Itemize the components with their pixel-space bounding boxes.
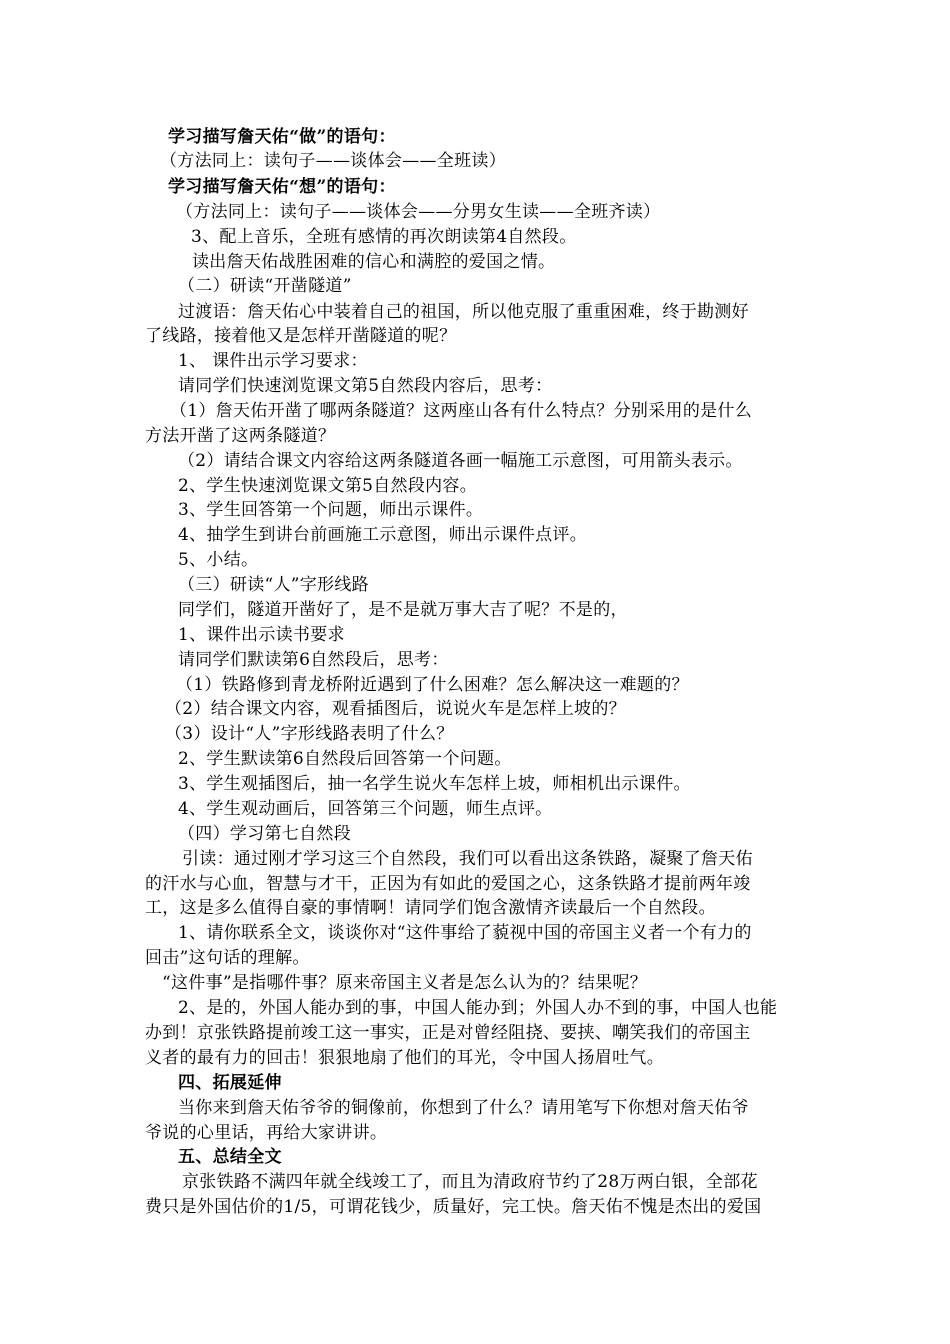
- paragraph-line: （2）请结合课文内容给这两条隧道各画一幅施工示意图，可用箭头表示。: [178, 451, 743, 471]
- paragraph-line: 请同学们默读第6自然段后，思考：: [178, 650, 449, 670]
- paragraph-line: 2、学生默读第6自然段后回答第一个问题。: [178, 749, 512, 769]
- paragraph-line: 京张铁路不满四年就全线竣工了，而且为清政府节约了28万两白银，全部花: [182, 1172, 758, 1192]
- paragraph-line: 读出詹天佑战胜困难的信心和满腔的爱国之情。: [192, 252, 556, 272]
- paragraph-line: 2、学生快速浏览课文第5自然段内容。: [178, 476, 478, 496]
- paragraph-line: 工，这是多么值得自豪的事情啊！请同学们饱含激情齐读最后一个自然段。: [145, 898, 716, 918]
- paragraph-line: 2、是的，外国人能办到的事，中国人能办到；外国人办不到的事，中国人也能: [178, 998, 778, 1018]
- paragraph-line: 费只是外国估价的1/5，可谓花钱少，质量好，完工快。詹天佑不愧是杰出的爱国: [145, 1197, 762, 1217]
- paragraph-line: 5、小结。: [178, 550, 259, 570]
- paragraph-line: 过渡语：詹天佑心中装着自己的祖国，所以他克服了重重困难，终于勘测好: [178, 302, 749, 322]
- paragraph-line: 的汗水与心血，智慧与才干，正因为有如此的爱国之心，这条铁路才提前两年竣: [145, 874, 751, 894]
- section-heading-summary: 五、总结全文: [178, 1147, 282, 1167]
- section-heading-extension: 四、拓展延伸: [178, 1073, 282, 1093]
- paragraph-line: 当你来到詹天佑爷爷的铜像前，你想到了什么？请用笔写下你想对詹天佑爷: [178, 1098, 749, 1118]
- paragraph-line: 引读：通过刚才学习这三个自然段，我们可以看出这条铁路，凝聚了詹天佑: [182, 849, 753, 869]
- paragraph-line: 了线路，接着他又是怎样开凿隧道的呢？: [145, 326, 457, 346]
- paragraph-line: （1）铁路修到青龙桥附近遇到了什么困难？怎么解决这一难题的？: [176, 675, 689, 695]
- paragraph-line: （方法同上：读句子——谈体会——全班读）: [160, 151, 506, 171]
- paragraph-line: （2）结合课文内容，观看插图后，说说火车是怎样上坡的？: [165, 699, 626, 719]
- paragraph-line: （1）詹天佑开凿了哪两条隧道？这两座山各有什么特点？分别采用的是什么: [170, 401, 753, 421]
- paragraph-line: 1、课件出示读书要求: [178, 625, 345, 645]
- paragraph-line: （3）设计“人”字形线路表明了什么？: [165, 724, 454, 744]
- paragraph-line: 爷说的心里话，再给大家讲讲。: [145, 1123, 388, 1143]
- paragraph-line: 3、学生回答第一个问题，师出示课件。: [178, 500, 484, 520]
- heading-do-sentences: 学习描写詹天佑“做”的语句：: [168, 127, 396, 147]
- paragraph-line: （方法同上：读句子——谈体会——分男女生读——全班齐读）: [176, 202, 661, 222]
- paragraph-line: 回击”这句话的理解。: [145, 948, 310, 968]
- paragraph-line: 方法开凿了这两条隧道？: [145, 426, 336, 446]
- paragraph-line: 3、学生观插图后，抽一名学生说火车怎样上坡，师相机出示课件。: [178, 774, 691, 794]
- paragraph-line: 请同学们快速浏览课文第5自然段内容后，思考：: [178, 376, 553, 396]
- paragraph-line: 4、学生观动画后，回答第三个问题，师生点评。: [178, 799, 553, 819]
- paragraph-line: “这件事”是指哪件事？原来帝国主义者是怎么认为的？结果呢？: [162, 973, 648, 993]
- section-heading: （四）学习第七自然段: [178, 824, 351, 844]
- paragraph-line: 同学们，隧道开凿好了，是不是就万事大吉了呢？不是的，: [178, 600, 628, 620]
- paragraph-line: 办到！京张铁路提前竣工这一事实，正是对曾经阻挠、要挟、嘲笑我们的帝国主: [145, 1023, 751, 1043]
- paragraph-line: 义者的最有力的回击！狠狠地扇了他们的耳光，令中国人扬眉吐气。: [145, 1048, 664, 1068]
- section-heading: （三）研读“人”字形线路: [178, 575, 369, 595]
- paragraph-line: 3、配上音乐，全班有感情的再次朗读第4自然段。: [191, 227, 577, 247]
- paragraph-line: 1、 课件出示学习要求：: [178, 351, 368, 371]
- heading-think-sentences: 学习描写詹天佑“想”的语句：: [168, 177, 396, 197]
- paragraph-line: 4、抽学生到讲台前画施工示意图，师出示课件点评。: [178, 525, 588, 545]
- paragraph-line: 1、请你联系全文，谈谈你对“这件事给了藐视中国的帝国主义者一个有力的: [178, 923, 752, 943]
- section-heading: （二）研读“开凿隧道”: [178, 276, 352, 296]
